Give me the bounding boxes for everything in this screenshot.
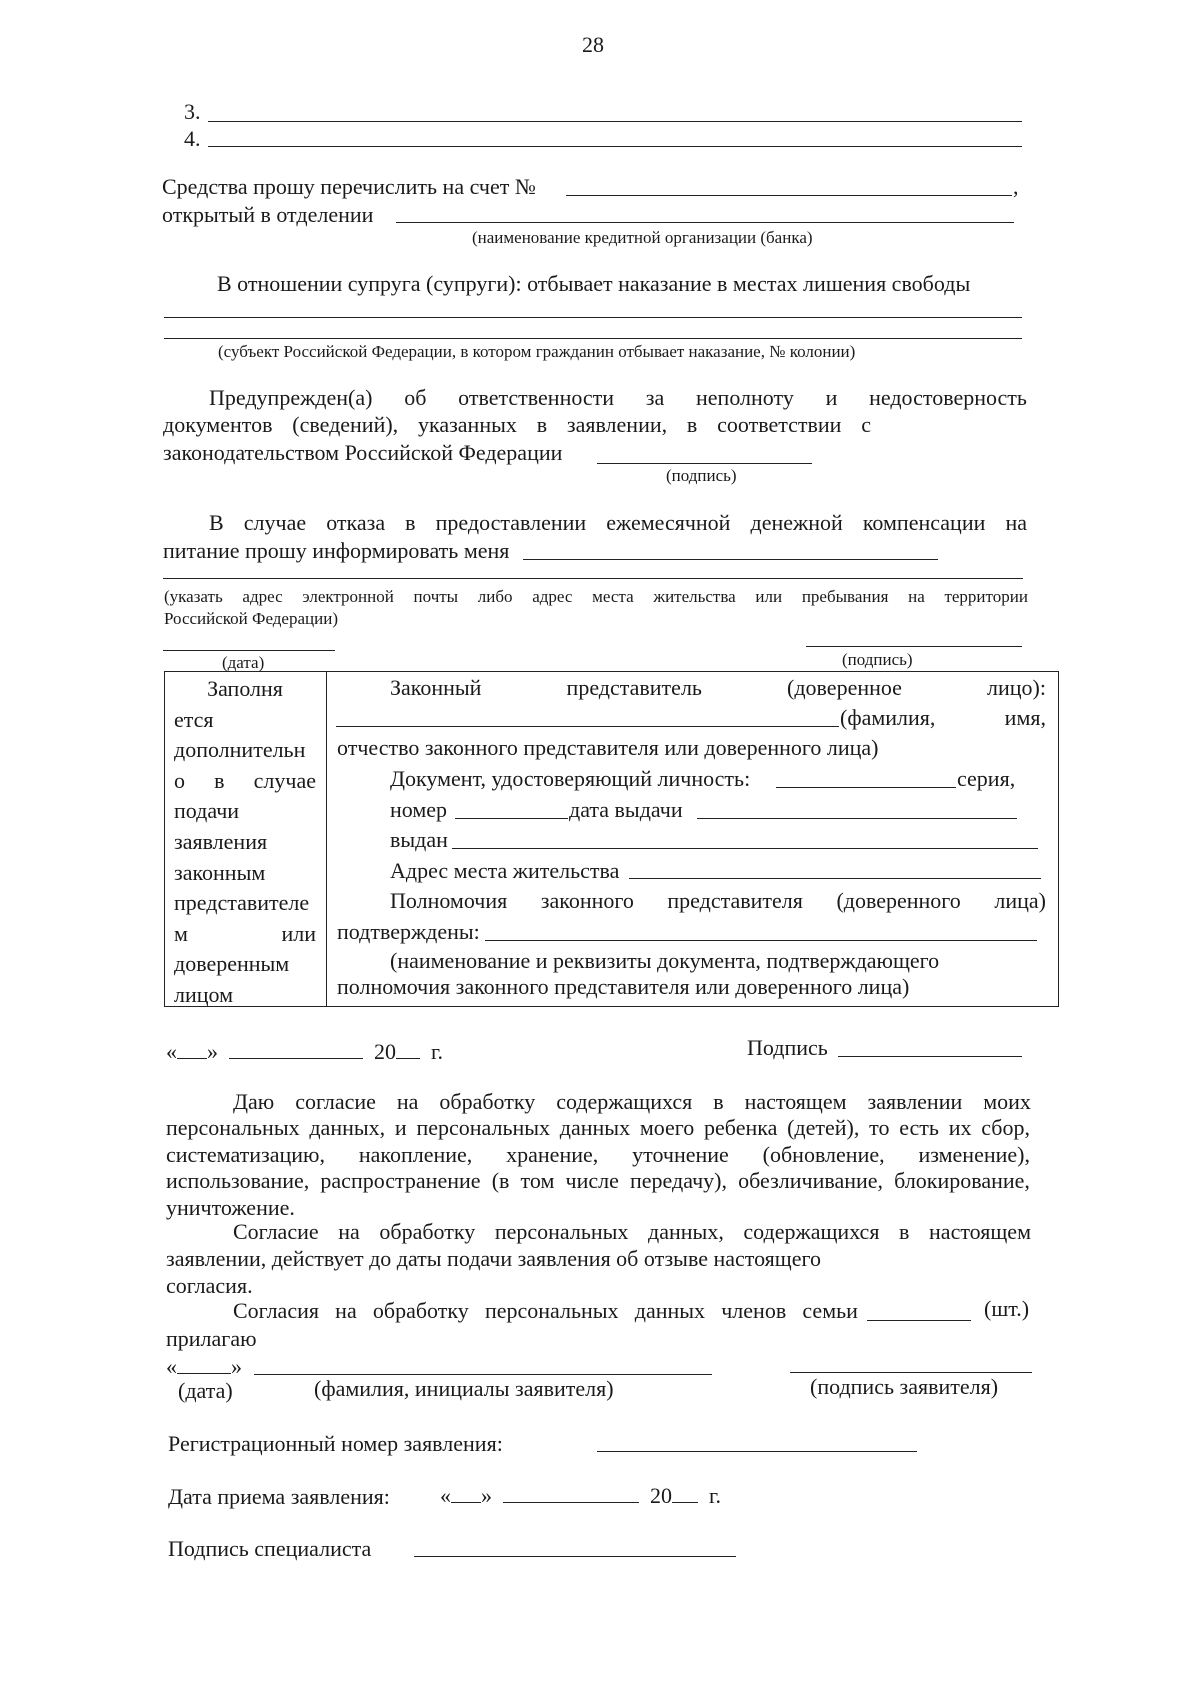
refusal-contact-field-2[interactable] [163, 578, 1023, 579]
word: или [755, 587, 783, 606]
consent-p2-line-3: согласия. [166, 1273, 253, 1298]
list-item-4-label: 4. [184, 126, 201, 151]
table-row-8 [390, 890, 1046, 912]
word: адрес [242, 587, 283, 606]
word: хранение, [506, 1142, 599, 1167]
acceptance-year-suffix: г. [709, 1483, 722, 1508]
word: Согласие [233, 1219, 319, 1244]
word: Законный [390, 675, 482, 700]
table-left-line [174, 920, 316, 946]
refusal-signature-caption: (подпись) [842, 650, 913, 669]
consent-signature-caption: (подпись заявителя) [810, 1374, 999, 1399]
word: передачу), [630, 1168, 727, 1193]
word: лица) [994, 888, 1046, 913]
bank-branch-label: открытый в отделении [162, 202, 374, 227]
word: указанных [417, 412, 517, 437]
id-series-label: серия, [957, 766, 1016, 791]
word: в [899, 1219, 910, 1244]
family-consents-count-field[interactable] [867, 1320, 971, 1321]
id-number-field[interactable] [455, 818, 568, 819]
table-row-11: полномочия законного представителя или доверенного лица) [337, 974, 910, 999]
word: (в [491, 1168, 510, 1193]
issue-date-field[interactable] [697, 818, 1017, 819]
word: лицо): [987, 675, 1046, 700]
word: семьи [802, 1298, 858, 1323]
word: обработку [379, 1219, 476, 1244]
month-field[interactable] [229, 1040, 363, 1059]
word: пребывания [801, 587, 889, 606]
word: блокирование, [894, 1168, 1030, 1193]
table-row-10: (наименование и реквизиты документа, подтверждающего [390, 948, 940, 973]
open-quote: « [166, 1039, 177, 1064]
word: том [520, 1168, 555, 1193]
word: персональных [494, 1219, 629, 1244]
table-row-2 [840, 707, 1046, 729]
word: и [394, 1115, 407, 1140]
table-left-line: подачи [174, 798, 240, 824]
word: на [396, 1089, 419, 1114]
word: представитель [566, 675, 702, 700]
warning-signature-caption: (подпись) [666, 466, 737, 485]
address-label: Адрес места жительства [390, 858, 620, 883]
word: изменение), [918, 1142, 1030, 1167]
word: жительства [653, 587, 736, 606]
word: случае [253, 767, 316, 793]
consent-p1-line-4 [166, 1170, 1030, 1192]
word: моих [983, 1089, 1031, 1114]
word: электронной [302, 587, 394, 606]
word: обработку [439, 1089, 536, 1114]
word: данных [559, 1115, 631, 1140]
consent-day-field[interactable] [177, 1355, 231, 1374]
word: настоящем [929, 1219, 1031, 1244]
word: персональных [484, 1298, 619, 1323]
word: использование, [166, 1168, 310, 1193]
word: почты [413, 587, 459, 606]
consent-date-caption: (дата) [178, 1378, 233, 1403]
family-consents-unit: (шт.) [984, 1296, 1030, 1321]
page-number: 28 [582, 32, 604, 57]
word: Даю [233, 1089, 275, 1114]
list-item-3-field[interactable] [208, 121, 1022, 122]
word: моего [639, 1115, 695, 1140]
word: на [908, 587, 925, 606]
word: ответственности [458, 385, 615, 410]
account-number-field[interactable] [566, 195, 1012, 196]
word: сбор, [981, 1115, 1030, 1140]
word: (сведений), [292, 412, 399, 437]
refusal-signature-field[interactable] [806, 646, 1022, 647]
refusal-line-2: питание прошу информировать меня [163, 538, 510, 563]
table-left-line: Заполня [207, 676, 283, 701]
table-divider [326, 671, 327, 1007]
signature-field[interactable] [838, 1056, 1022, 1057]
applicant-signature-field[interactable] [790, 1372, 1032, 1373]
refusal-caption-line-1 [164, 588, 1028, 605]
acceptance-date-line [440, 1484, 721, 1507]
word: неполноту [696, 385, 794, 410]
word: в [686, 412, 698, 437]
table-row-1 [390, 677, 1046, 699]
account-comma: , [1013, 174, 1019, 199]
word: и [825, 385, 838, 410]
warning-line-3: законодательством Российской Федерации [163, 440, 563, 465]
word: систематизацию, [166, 1142, 325, 1167]
table-left-line: заявления [174, 829, 268, 854]
table-left-line [174, 767, 316, 793]
list-item-4-field[interactable] [208, 146, 1022, 147]
word: соответствии [717, 412, 842, 437]
word: ребенка [704, 1115, 778, 1140]
word: уточнение [632, 1142, 729, 1167]
word: обезличивание, [738, 1168, 884, 1193]
acceptance-month-field[interactable] [503, 1484, 639, 1503]
year-prefix: 20 [374, 1039, 396, 1064]
warning-signature-field[interactable] [597, 463, 812, 464]
word: территории [944, 587, 1028, 606]
issue-date-label: дата выдачи [569, 797, 683, 822]
acceptance-year-field[interactable] [672, 1484, 698, 1503]
word: предоставлении [435, 510, 587, 535]
refusal-caption-line-2: Российской Федерации) [164, 609, 338, 628]
table-left-line: дополнительн [174, 737, 306, 763]
authority-field[interactable] [485, 940, 1037, 941]
id-document-field[interactable] [776, 787, 956, 788]
word: данных, [309, 1115, 386, 1140]
consent-p1-line-2 [166, 1117, 1030, 1139]
word: случае [243, 510, 307, 535]
address-field[interactable] [629, 878, 1041, 879]
word: на [1005, 510, 1027, 535]
registration-number-field[interactable] [597, 1451, 917, 1452]
acceptance-open-quote: « [440, 1483, 451, 1508]
word: обработку [372, 1298, 469, 1323]
word: Согласия [233, 1298, 319, 1323]
word: их [948, 1115, 972, 1140]
table-left-line: лицом [174, 982, 234, 1007]
spouse-text: В отношении супруга (супруги): отбывает наказание в местах лишения свободы [217, 271, 971, 296]
word: заявлении, [566, 412, 668, 437]
refusal-contact-field[interactable] [523, 559, 938, 560]
word: представителя [667, 888, 803, 913]
word: членов [721, 1298, 787, 1323]
registration-number-label: Регистрационный номер заявления: [168, 1431, 503, 1456]
consent-p1-line-3 [166, 1144, 1030, 1166]
consent-p1-line-1 [233, 1091, 1031, 1113]
consent-p3-line-1 [233, 1300, 858, 1322]
word: настоящем [744, 1089, 847, 1114]
id-number-label: номер [390, 797, 448, 822]
consent-p3-line-2: прилагаю [166, 1326, 257, 1351]
word: то [869, 1115, 890, 1140]
word: (доверенное [787, 675, 902, 700]
word: или [281, 920, 316, 946]
word: в [214, 767, 225, 793]
table-left-line: доверенным [174, 951, 290, 977]
year-suffix: г. [431, 1039, 444, 1064]
word: законного [540, 888, 634, 913]
refusal-line-1 [209, 512, 1027, 534]
word: содержащихся [556, 1089, 693, 1114]
word: (указать [164, 587, 223, 606]
word: накопление, [358, 1142, 473, 1167]
acceptance-date-label: Дата приема заявления: [168, 1484, 390, 1509]
word: в [536, 412, 548, 437]
word: числе [565, 1168, 619, 1193]
word: согласие [295, 1089, 376, 1114]
spouse-field-2[interactable] [164, 338, 1022, 339]
refusal-date-field[interactable] [163, 650, 335, 651]
word: (детей), [787, 1115, 860, 1140]
id-document-label: Документ, удостоверяющий личность: [390, 766, 751, 791]
word: с [861, 412, 871, 437]
issued-by-label: выдан [390, 827, 448, 852]
warning-line-2 [163, 414, 871, 436]
word: персональных [166, 1115, 300, 1140]
table-left-line: ется [174, 706, 214, 732]
close-quote: » [207, 1039, 218, 1064]
acceptance-day-field[interactable] [451, 1484, 481, 1503]
consent-open-quote: « [166, 1354, 177, 1379]
word: есть [899, 1115, 939, 1140]
word: заявлении [867, 1089, 963, 1114]
list-item-3-label: 3. [184, 99, 201, 124]
word: в [405, 510, 416, 535]
word: компенсации [862, 510, 986, 535]
applicant-name-field[interactable] [254, 1374, 712, 1375]
word: содержащихся [743, 1219, 880, 1244]
spouse-field-1[interactable] [164, 317, 1022, 318]
word: адрес [532, 587, 573, 606]
consent-p2-line-1 [233, 1221, 1031, 1243]
acceptance-year-prefix: 20 [650, 1483, 672, 1508]
table-left-line: законным [174, 859, 266, 885]
word: о [174, 767, 185, 793]
specialist-signature-label: Подпись специалиста [168, 1536, 372, 1561]
word: отказа [326, 510, 386, 535]
word: (обновление, [762, 1142, 885, 1167]
consent-close-quote: » [231, 1354, 242, 1379]
word: Предупрежден(а) [209, 385, 373, 410]
representative-name-field[interactable] [336, 726, 839, 727]
account-label: Средства прошу перечислить на счет № [162, 174, 536, 199]
year-field[interactable] [396, 1040, 420, 1059]
consent-p1-line-5: уничтожение. [166, 1195, 295, 1220]
word: либо [477, 587, 513, 606]
word: распространение [320, 1168, 481, 1193]
day-field[interactable] [177, 1040, 207, 1059]
table-row-3: отчество законного представителя или доверенного лица) [337, 735, 879, 760]
word: данных, [648, 1219, 724, 1244]
consent-name-caption: (фамилия, инициалы заявителя) [314, 1376, 614, 1401]
issued-by-field[interactable] [452, 848, 1038, 849]
word: места [592, 587, 634, 606]
word: на [338, 1219, 360, 1244]
table-left-line: представителе [174, 890, 310, 916]
word: документов [163, 412, 273, 437]
spouse-caption: (субъект Российской Федерации, в котором гражданин отбывает наказание, № колонии) [218, 342, 856, 361]
signature-label: Подпись [747, 1035, 828, 1060]
word: (фамилия, [840, 705, 936, 730]
word: В [209, 510, 224, 535]
date-line [166, 1040, 443, 1063]
consent-p2-line-2: заявлении, действует до даты подачи заявления об отзыве настоящего [166, 1246, 821, 1271]
authority-label: подтверждены: [337, 919, 480, 944]
refusal-date-caption: (дата) [222, 653, 265, 672]
word: имя, [1004, 705, 1046, 730]
word: недостоверность [869, 385, 1027, 410]
word: данных [634, 1298, 706, 1323]
word: ежемесячной [606, 510, 731, 535]
word: Полномочия [390, 888, 508, 913]
word: м [174, 920, 188, 946]
word: персональных [416, 1115, 551, 1140]
word: денежной [750, 510, 843, 535]
word: (доверенного [836, 888, 961, 913]
word: на [335, 1298, 357, 1323]
acceptance-close-quote: » [481, 1483, 492, 1508]
word: об [404, 385, 427, 410]
specialist-signature-field[interactable] [414, 1556, 736, 1557]
consent-date-line [166, 1355, 242, 1378]
word: за [645, 385, 665, 410]
word: в [713, 1089, 724, 1114]
bank-branch-caption: (наименование кредитной организации (банка) [472, 228, 813, 247]
bank-branch-field[interactable] [396, 222, 1014, 223]
warning-line-1 [209, 387, 1027, 409]
